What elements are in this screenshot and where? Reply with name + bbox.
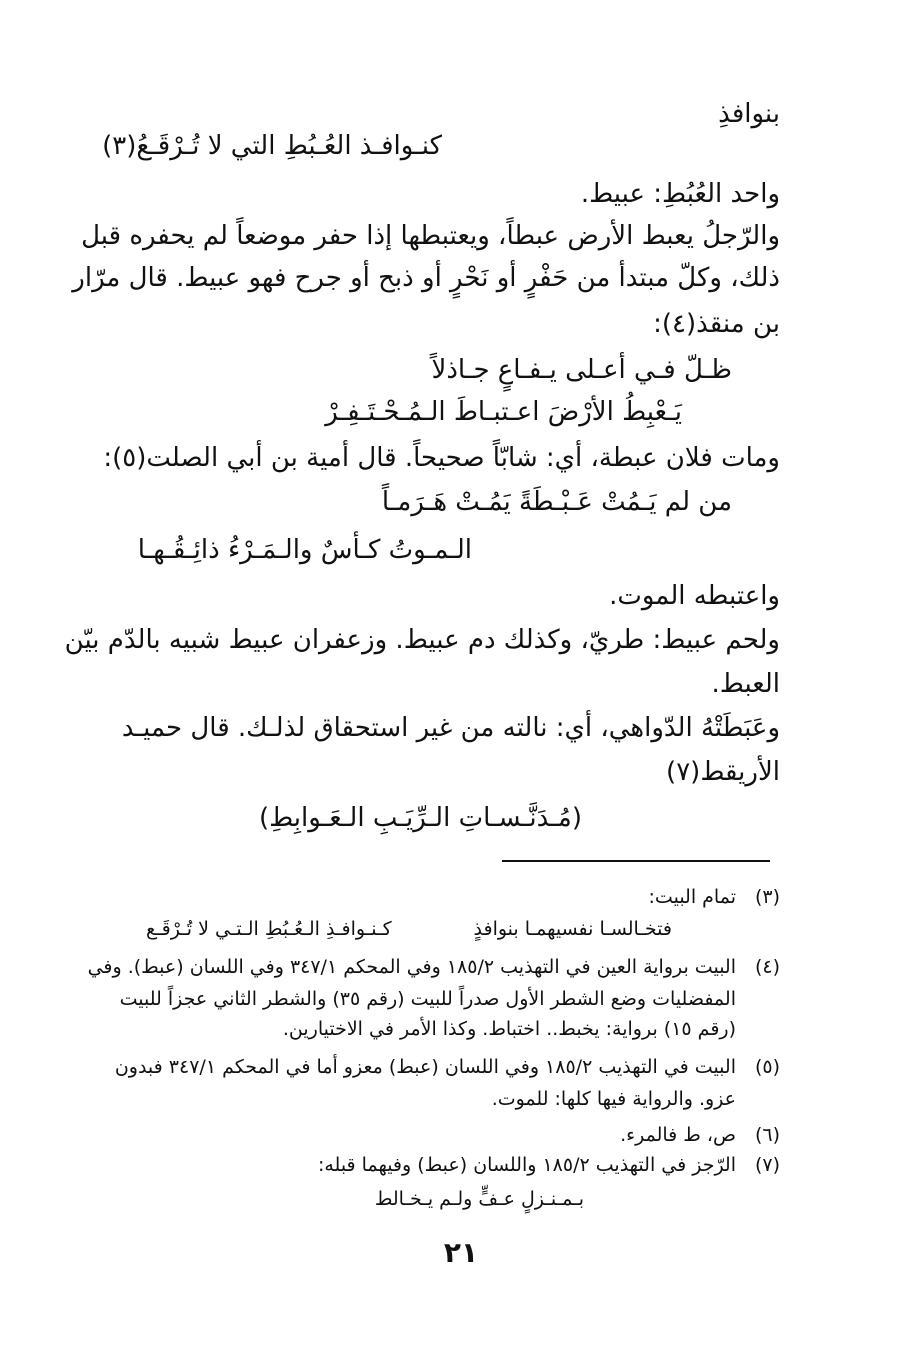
page-number: ٢١ (443, 1236, 479, 1269)
footnote-number: (٤) (754, 956, 780, 978)
footnote-text: ص، ط فالمرء. (620, 1124, 736, 1146)
text-line: العبط. (711, 669, 780, 699)
footnote-text: الرّجز في التهذيب ١٨٥/٢ واللسان (عبط) وفيهما قبله: (317, 1154, 736, 1176)
footnote-number: (٥) (754, 1056, 780, 1078)
verse-line: من لم يَـمُتْ عَـبْـطَةً يَمُـتْ هَـرَمـاً (381, 487, 732, 517)
text-line: بن منقذ(٤): (653, 309, 780, 339)
verse-hemistich: كـنـوافـذِ الـعُـبُطِ الـتـي لا تُـرْقَـع (146, 918, 392, 940)
footnote-divider (502, 860, 770, 862)
footnote-number: (٧) (754, 1154, 780, 1176)
verse-hemistich: فتخـالسـا نفسيهمـا بنوافذٍ (473, 918, 672, 940)
verse-line: الـمـوتُ كـأسٌ والـمَـرْءُ ذائِـقُـهـا (137, 535, 472, 565)
footnote-text: تمام البيت: (648, 886, 736, 908)
footnote-number: (٦) (754, 1124, 780, 1146)
verse-line: (مُـدَنَّـسـاتِ الـرِّيَـبِ الـعَـوابِطِ) (258, 803, 582, 833)
text-line: الأريقط(٧) (666, 757, 780, 787)
footnote-text: البيت في التهذيب ١٨٥/٢ وفي اللسان (عبط) معزو أما في المحكم ٣٤٧/١ فبدون (114, 1056, 736, 1078)
text-line: واحد العُبُطِ: عبيط. (580, 179, 780, 209)
verse-line: كنـوافـذ العُـبُطِ التي لا تُـرْقَـعُ(٣) (102, 131, 442, 161)
verse-line: ظـلّ فـي أعـلى يـفـاعٍ جـاذلاً (431, 355, 732, 385)
text-line: ذلك، وكلّ مبتدأ من حَفْرٍ أو نَحْرٍ أو ذبح أو جرح فهو عبيط. قال مرّار (72, 263, 780, 293)
footnote-text: عزو. والرواية فيها كلها: للموت. (491, 1088, 736, 1110)
text-line: بنوافذِ (718, 99, 780, 129)
text-line: ولحم عبيط: طريّ، وكذلك دم عبيط. وزعفران عبيط شبيه بالدّم بيّن (64, 625, 780, 655)
verse-line: يَـعْبِطُ الأرْضَ اعـتبـاطَ الـمُـحْـتَـفِـرْ (325, 397, 682, 427)
footnote-text: البيت برواية العين في التهذيب ١٨٥/٢ وفي المحكم ٣٤٧/١ وفي اللسان (عبط). وفي (87, 956, 736, 978)
footnote-text: المفضليات وضع الشطر الأول صدراً للبيت (رقم ٣٥) والشطر الثاني عجزاً للبيت (119, 988, 736, 1010)
text-line: وعَبَطَتْهُ الدّواهي، أي: نالته من غير استحقاق لذلـك. قال حميـد (121, 713, 780, 743)
text-line: ومات فلان عبطة، أي: شابّاً صحيحاً. قال أمية بن أبي الصلت(٥): (103, 443, 780, 473)
footnote-number: (٣) (754, 886, 780, 908)
text-line: واعتبطه الموت. (609, 581, 780, 611)
footnote-text: (رقم ١٥) برواية: يخبط.. اختباط. وكذا الأمر في الاختيارين. (282, 1018, 736, 1040)
verse-hemistich: بـمـنـزلٍ عـفٍّ ولـم يـخـالط (374, 1188, 584, 1210)
text-line: والرّجلُ يعبط الأرض عبطاً، ويعتبطها إذا حفر موضعاً لم يحفره قبل (81, 221, 780, 251)
